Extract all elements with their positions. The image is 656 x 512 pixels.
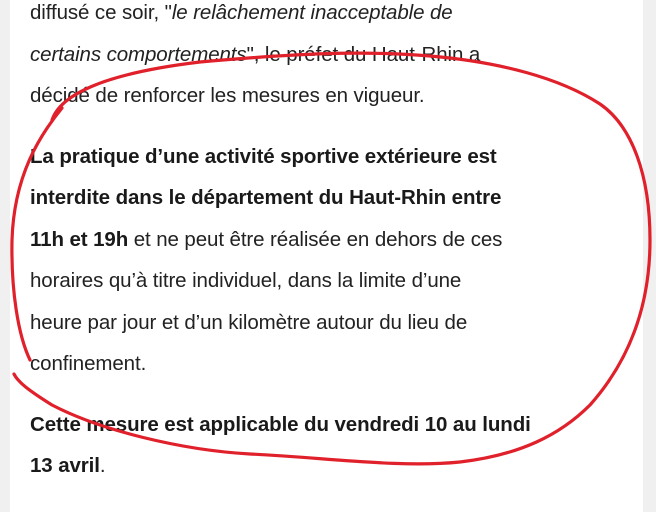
text-fragment: diffusé ce soir, " xyxy=(30,1,172,24)
text-line xyxy=(30,0,615,34)
quote-text: le relâchement inacceptable de xyxy=(171,1,453,24)
text-fragment: ", le préfet du Haut-Rhin a xyxy=(246,42,481,66)
text-fragment: et ne peut être réalisée en dehors de ces xyxy=(128,227,503,251)
text-line: horaires qu’à titre individuel, dans la limite d’une xyxy=(30,269,462,292)
bold-date: 13 avril xyxy=(30,454,100,477)
paragraph-rule xyxy=(30,136,615,385)
text-line xyxy=(30,445,615,487)
quote-text: certains comportements xyxy=(30,42,247,66)
bold-text-line: interdite dans le département du Haut-Rhin entre xyxy=(30,186,502,209)
paragraph-dates xyxy=(30,404,615,487)
text-line: confinement. xyxy=(30,352,147,375)
text-line: heure par jour et d’un kilomètre autour du lieu de xyxy=(30,310,468,334)
bold-hours: 11h et 19h xyxy=(30,227,129,251)
bold-text-line: Cette mesure est applicable du vendredi 10 au lundi xyxy=(30,412,531,436)
paragraph-intro xyxy=(30,0,615,117)
text-fragment: . xyxy=(99,454,106,477)
text-line: décidé de renforcer les mesures en vigueur. xyxy=(30,84,425,107)
text-line xyxy=(30,219,615,261)
article-body xyxy=(30,0,615,487)
bold-text-line: La pratique d’une activité sportive extérieure est xyxy=(30,144,497,168)
text-line xyxy=(30,34,615,76)
